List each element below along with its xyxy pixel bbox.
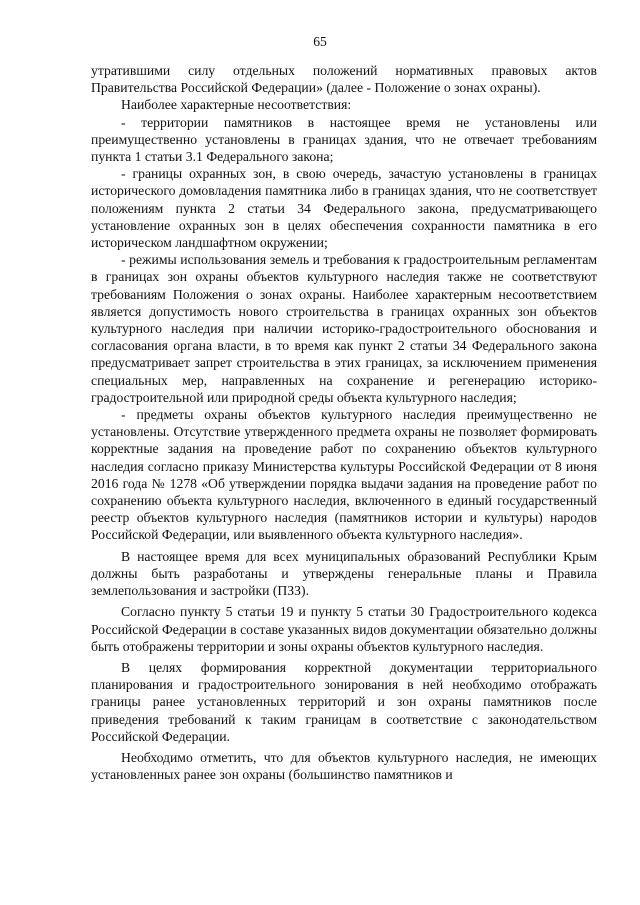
- page-number: 65: [313, 34, 327, 49]
- paragraph-crimea-plans: В настоящее время для всех муниципальных образований Республики Крым должны быть разработаны и утверждены генеральные планы и Правила землепользования и застройки (ПЗЗ).: [91, 548, 597, 599]
- paragraph-note: Необходимо отметить, что для объектов культурного наследия, не имеющих установленных ранее зон охраны (большинство памятников и: [91, 749, 597, 783]
- list-item-protection-zones: - границы охранных зон, в свою очередь, зачастую установлены в границах исторического домовладения памятника либо в границах здания, что не соответствует положениям пункта 2 статьи 34 Федерального закона, предусматривающего установление охранных зон в целях обеспечения сохранности памятника в его историческом ландшафтном окружении;: [91, 166, 597, 251]
- paragraph-urban-code: Согласно пункту 5 статьи 19 и пункту 5 статьи 30 Градостроительного кодекса Российской Федерации в составе указанных видов документации обязательно должны быть отображены территории и зоны охраны объектов культурного наследия.: [91, 604, 597, 654]
- paragraph-continuation: утратившими силу отдельных положений нормативных правовых актов Правительства Российской Федерации» (далее - Положение о зонах охраны).: [91, 63, 597, 96]
- document-body: [91, 62, 597, 783]
- list-item-land-use-regimes: - режимы использования земель и требования к градостроительным регламентам в границах зон охраны объектов культурного наследия также не соответствуют требованиям Положения о зонах охраны. Наиболее характерным несоответствием является допустимость нового строительства в границах охранных зон объектов культурного наследия при наличии историко-градостроительного обоснования и согласования органа власти, в то время как пункт 2 статьи 34 Федерального закона предусматривает запрет строительства в этих границах, за исключением применения специальных мер, направленных на сохранение и регенерацию историко-градостроительной или природной среды объекта культурного наследия;: [91, 252, 597, 405]
- paragraph-inconsistencies-heading: Наиболее характерные несоответствия:: [121, 97, 352, 113]
- list-item-territories: - территории памятников в настоящее время не установлены или преимущественно установлены в границах здания, что не отвечает требованиям пункта 1 статьи 3.1 Федерального закона;: [91, 114, 597, 165]
- list-item-protection-subjects: - предметы охраны объектов культурного наследия преимущественно не установлены. Отсутствие утвержденного предмета охраны не позволяет формировать корректные задания на проведение работ по сохранению объектов культурного наследия согласно приказу Министерства культуры Российской Федерации от 8 июня 2016 года № 1278 «Об утверждении порядка выдачи задания на проведение работ по сохранению объекта культурного наследия, включенного в единый государственный реестр объектов культурного наследия (памятников истории и культуры) народов Российской Федерации, или выявленного объекта культурного наследия».: [91, 407, 597, 543]
- paragraph-territorial-planning: В целях формирования корректной документации территориального планирования и градостроительного зонирования в ней необходимо отображать границы ранее установленных территорий и зон охраны памятников после приведения требований к таким границам в соответствие с законодательством Российской Федерации.: [91, 659, 597, 744]
